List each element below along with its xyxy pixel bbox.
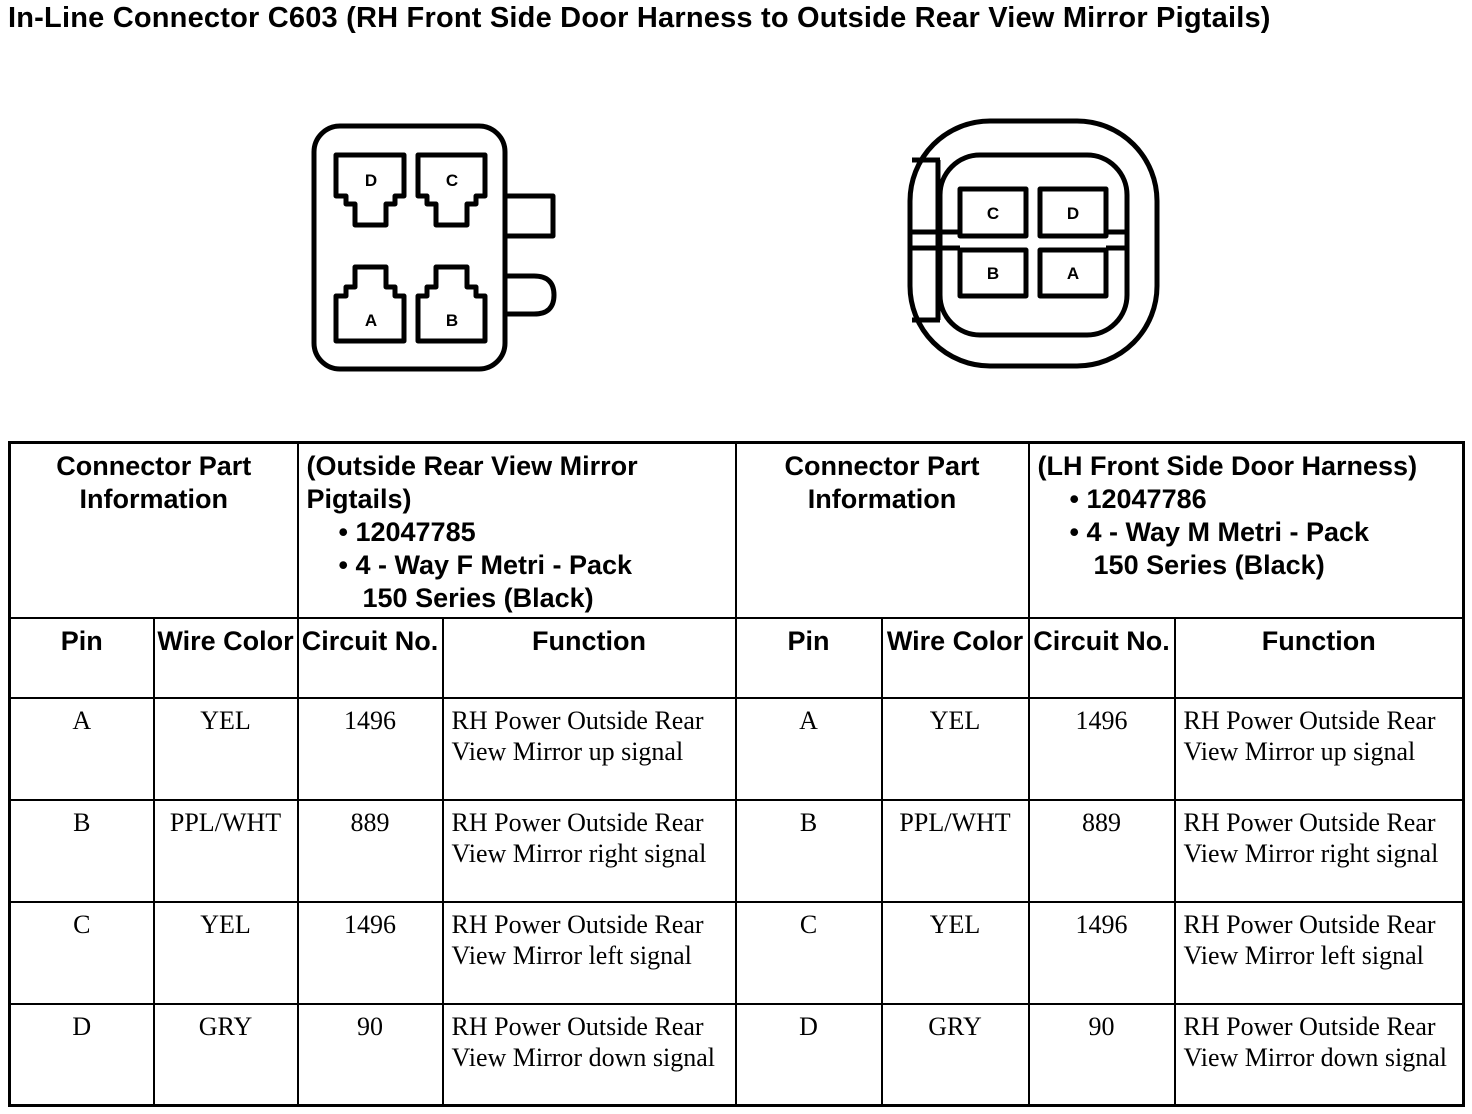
- pinout-table: [8, 441, 1465, 1107]
- connector-diagrams: [0, 0, 1472, 420]
- wire-color-cell: GRY: [154, 1004, 298, 1106]
- connector-info-row: [10, 443, 1464, 618]
- function-cell: RH Power Outside Rear View Mirror left signal: [443, 902, 736, 1004]
- wire-color-cell: YEL: [882, 902, 1029, 1004]
- circuit-cell: 90: [298, 1004, 443, 1106]
- wire-color-cell: YEL: [882, 698, 1029, 800]
- pin-cell: B: [10, 800, 154, 902]
- function-cell: RH Power Outside Rear View Mirror right signal: [443, 800, 736, 902]
- circuit-cell: 889: [1029, 800, 1175, 902]
- male-pin-label-b: B: [986, 264, 1000, 283]
- col-header-circuit-no: Circuit No.: [1029, 618, 1175, 698]
- table-row: [10, 1004, 1464, 1106]
- right-part-number: • 12047786: [1069, 484, 1207, 514]
- function-cell: RH Power Outside Rear View Mirror up signal: [443, 698, 736, 800]
- function-cell: RH Power Outside Rear View Mirror down signal: [1175, 1004, 1464, 1106]
- left-part-info: [298, 443, 736, 618]
- male-connector-pin-labels: [987, 204, 1079, 283]
- female-connector-diagram: [314, 126, 554, 369]
- pin-cell: A: [736, 698, 882, 800]
- right-part-desc-1: • 4 - Way M Metri - Pack: [1069, 517, 1370, 547]
- circuit-cell: 90: [1029, 1004, 1175, 1106]
- col-header-wire-color: Wire Color: [882, 618, 1029, 698]
- table-row: [10, 698, 1464, 800]
- wire-color-cell: YEL: [154, 902, 298, 1004]
- left-part-desc-2: 150 Series (Black): [362, 583, 594, 613]
- circuit-cell: 1496: [298, 902, 443, 1004]
- male-connector-diagram: [910, 121, 1157, 366]
- female-pin-label-c: C: [445, 171, 459, 190]
- right-part-desc-2: 150 Series (Black): [1093, 550, 1325, 580]
- right-part-label: Connector Part Information: [736, 443, 1029, 618]
- female-pin-label-b: B: [445, 311, 459, 330]
- pin-cell: B: [736, 800, 882, 902]
- male-pin-label-a: A: [1066, 264, 1080, 283]
- left-part-number: • 12047785: [338, 517, 476, 547]
- wire-color-cell: GRY: [882, 1004, 1029, 1106]
- circuit-cell: 1496: [1029, 698, 1175, 800]
- circuit-cell: 1496: [298, 698, 443, 800]
- table-row: [10, 800, 1464, 902]
- circuit-cell: 889: [298, 800, 443, 902]
- col-header-wire-color: Wire Color: [154, 618, 298, 698]
- right-part-info: [1029, 443, 1464, 618]
- column-header-row: [10, 618, 1464, 698]
- function-cell: RH Power Outside Rear View Mirror left signal: [1175, 902, 1464, 1004]
- col-header-function: Function: [443, 618, 736, 698]
- table-row: [10, 902, 1464, 1004]
- page-title: In-Line Connector C603 (RH Front Side Door Harness to Outside Rear View Mirror Pigtails): [8, 2, 1271, 34]
- pin-cell: D: [736, 1004, 882, 1106]
- function-cell: RH Power Outside Rear View Mirror right signal: [1175, 800, 1464, 902]
- pin-cell: C: [10, 902, 154, 1004]
- right-info-title: (LH Front Side Door Harness): [1037, 451, 1418, 481]
- function-cell: RH Power Outside Rear View Mirror up signal: [1175, 698, 1464, 800]
- male-pin-label-c: C: [986, 204, 1000, 223]
- female-pin-label-a: A: [364, 311, 378, 330]
- wire-color-cell: PPL/WHT: [882, 800, 1029, 902]
- female-pin-label-d: D: [364, 171, 378, 190]
- left-part-label: Connector Part Information: [10, 443, 298, 618]
- wire-color-cell: YEL: [154, 698, 298, 800]
- left-part-desc-1: • 4 - Way F Metri - Pack: [338, 550, 633, 580]
- female-connector-pin-labels: [365, 171, 458, 330]
- col-header-pin: Pin: [736, 618, 882, 698]
- left-info-title: (Outside Rear View Mirror Pigtails): [306, 451, 638, 514]
- col-header-pin: Pin: [10, 618, 154, 698]
- circuit-cell: 1496: [1029, 902, 1175, 1004]
- pin-cell: C: [736, 902, 882, 1004]
- col-header-circuit-no: Circuit No.: [298, 618, 443, 698]
- pin-cell: D: [10, 1004, 154, 1106]
- male-pin-label-d: D: [1066, 204, 1080, 223]
- function-cell: RH Power Outside Rear View Mirror down signal: [443, 1004, 736, 1106]
- col-header-function: Function: [1175, 618, 1464, 698]
- wire-color-cell: PPL/WHT: [154, 800, 298, 902]
- pin-cell: A: [10, 698, 154, 800]
